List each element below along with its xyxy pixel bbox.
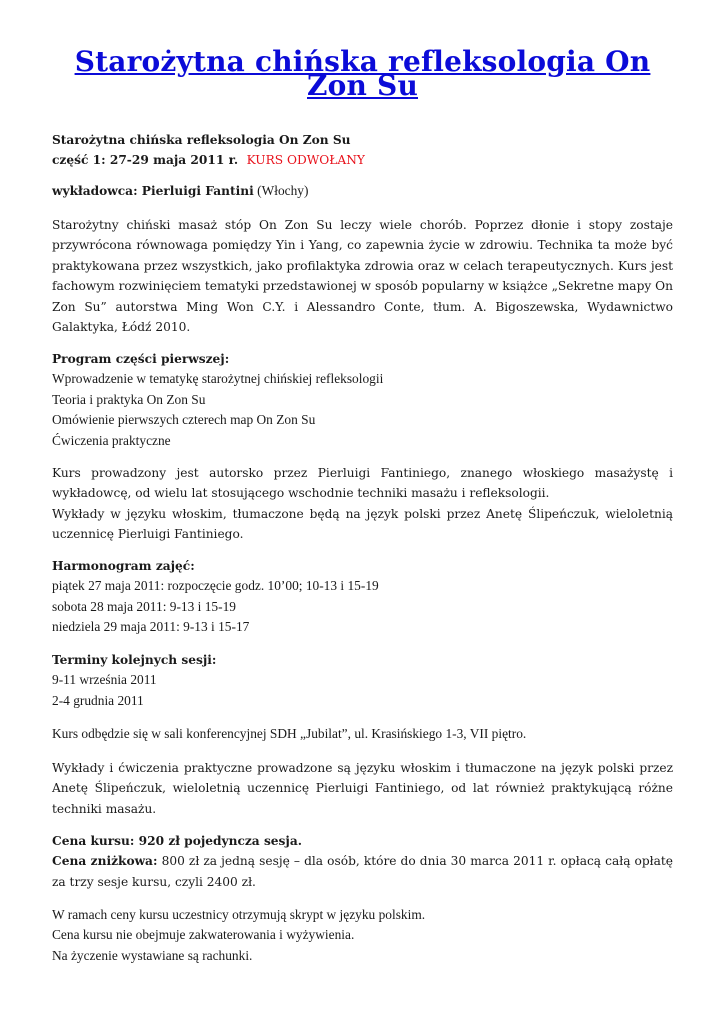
note-item: W ramach ceny kursu uczestnicy otrzymują skrypt w języku polskim.	[52, 907, 426, 922]
session-item: 9-11 września 2011	[52, 672, 157, 688]
schedule-item: sobota 28 maja 2011: 9-13 i 15-19	[52, 598, 236, 614]
lectures-note: Wykłady i ćwiczenia praktyczne prowadzone są języku włoskim i tłumaczone na język polski przez Anetę Ślipeńczuk, wieloletnią uczennicę Pierluigi Fantiniego, od lat również praktykującą różne techniki masażu.	[52, 761, 673, 816]
course-part-dates	[52, 150, 673, 170]
page-title	[52, 45, 673, 102]
note-item: Cena kursu nie obejmuje zakwaterowania i wyżywienia.	[52, 927, 355, 943]
session-item: 2-4 grudnia 2011	[52, 692, 144, 708]
title-link[interactable]: Starożytna chińska refleksologia On Zon Su	[74, 45, 651, 102]
price-main: Cena kursu: 920 zł pojedyncza sesja.	[52, 834, 302, 848]
program-heading: Program części pierwszej:	[52, 352, 230, 366]
program-item: Teoria i praktyka On Zon Su	[52, 391, 206, 407]
lecturer-country: (Włochy)	[257, 183, 309, 198]
cancelled-badge: KURS ODWOŁANY	[246, 153, 365, 168]
lecturer-label: wykładowca: Pierluigi Fantini	[52, 184, 254, 198]
program-item: Ćwiczenia praktyczne	[52, 432, 171, 448]
course-description	[52, 463, 673, 545]
course-header	[52, 130, 673, 171]
course-desc-line2: Wykłady w języku włoskim, tłumaczone będą na język polski przez Anetę Ślipeńczuk, wieloletnią uczennicę Pierluigi Fantiniego.	[52, 506, 673, 542]
course-name: Starożytna chińska refleksologia On Zon Su	[52, 133, 351, 147]
course-desc-line1: Kurs prowadzony jest autorsko przez Pierluigi Fantiniego, znanego włoskiego masażystę i wykładowcę, od wielu lat stosującego wschodnie techniki masażu i refleksologii.	[52, 466, 673, 501]
schedule-section	[52, 556, 673, 638]
program-section	[52, 349, 673, 451]
schedule-heading: Harmonogram zajęć:	[52, 559, 195, 573]
sessions-section	[52, 650, 673, 711]
price-discount	[52, 851, 673, 892]
part-dates-text: część 1: 27-29 maja 2011 r.	[52, 153, 239, 168]
schedule-item: piątek 27 maja 2011: rozpoczęcie godz. 10’00; 10-13 i 15-19	[52, 578, 379, 594]
lecturer-line	[52, 181, 673, 201]
program-item: Wprowadzenie w tematykę starożytnej chińskiej refleksologii	[52, 371, 384, 387]
location-text: Kurs odbędzie się w sali konferencyjnej SDH „Jubilat”, ul. Krasińskiego 1-3, VII piętro.	[52, 726, 527, 741]
note-item: Na życzenie wystawiane są rachunki.	[52, 947, 253, 963]
schedule-item: niedziela 29 maja 2011: 9-13 i 15-17	[52, 619, 250, 635]
notes-section	[52, 905, 673, 966]
sessions-heading: Terminy kolejnych sesji:	[52, 653, 217, 667]
discount-label: Cena zniżkowa:	[52, 854, 158, 869]
program-item: Omówienie pierwszych czterech map On Zon Su	[52, 412, 316, 428]
discount-text: 800 zł za jedną sesję – dla osób, które do dnia 30 marca 2011 r. opłacą całą opłatę za trzy sesje kursu, czyli 2400 zł.	[52, 854, 674, 889]
price-section	[52, 831, 673, 892]
intro-paragraph: Starożytny chiński masaż stóp On Zon Su leczy wiele chorób. Poprzez dłonie i stopy zostaje przywrócona równowaga pomiędzy Yin i Yang, co zapewnia życie w zdrowiu. Technika ta może być praktykowana przez wszystkich, jako profilaktyka zdrowia oraz w celach terapeutycznych. Kurs jest fachowym rozwinięciem tematyki przedstawionej w sposób popularny w książce „Sekretne mapy On Zon Su” autorstwa Ming Won C.Y. i Alessandro Conte, tłum. A. Bigoszewska, Wydawnictwo Galaktyka, Łódź 2010.	[52, 218, 673, 335]
